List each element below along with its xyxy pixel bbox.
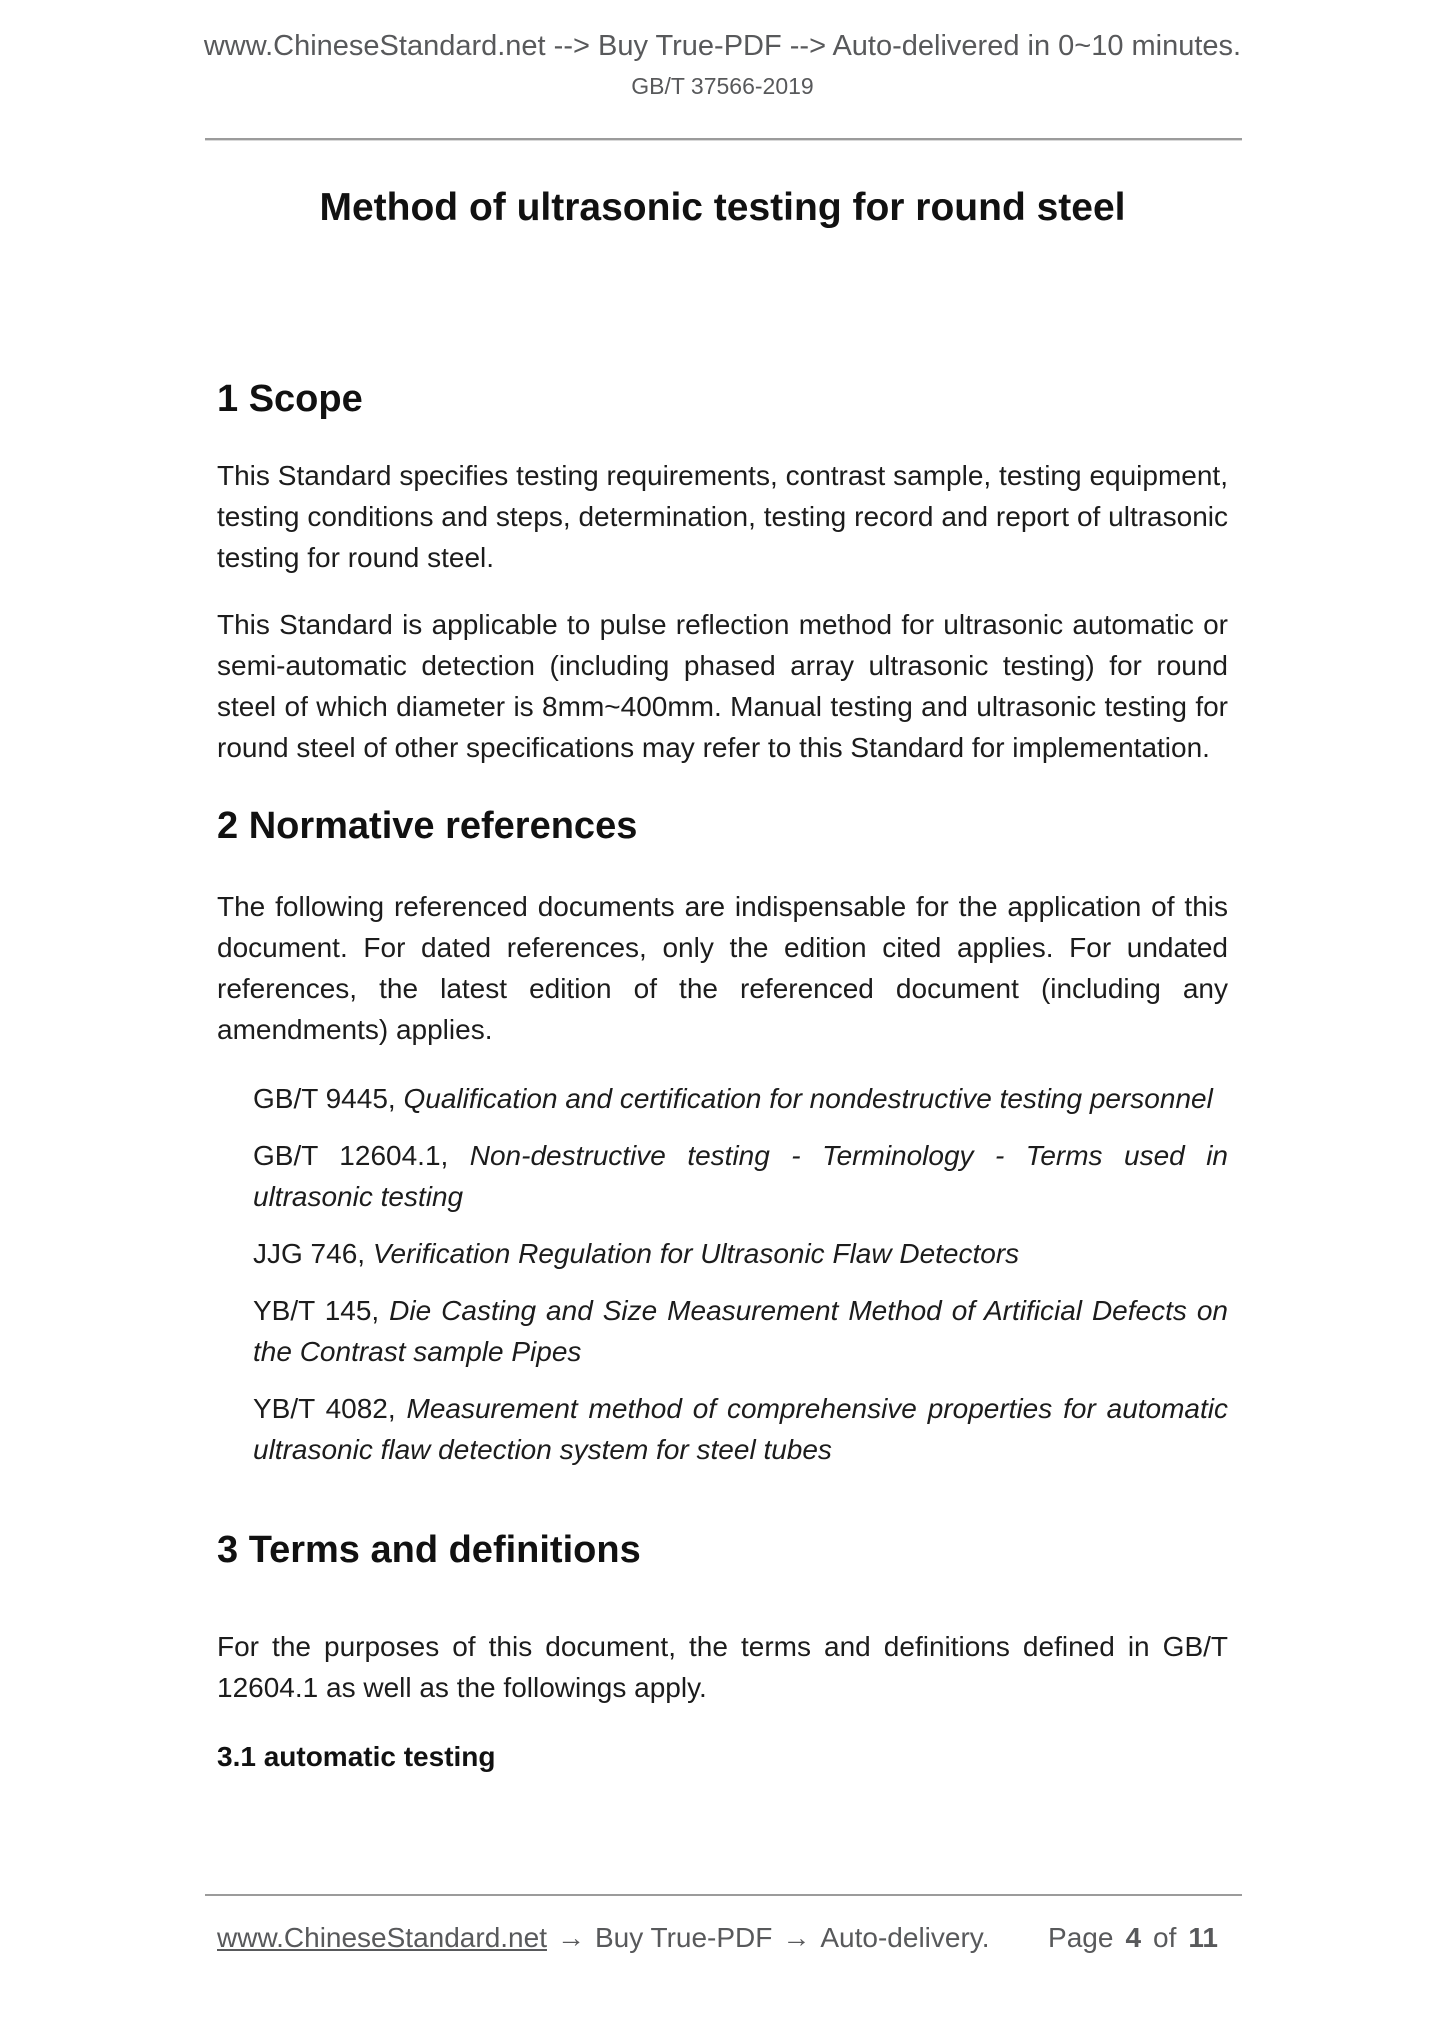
page-current-number: 4 (1125, 1922, 1142, 1953)
subsection-heading-3-1: 3.1 automatic testing (217, 1741, 496, 1772)
footer-branding (217, 1922, 989, 1954)
reference-code: YB/T 4082, (253, 1393, 396, 1424)
page-total-number: 11 (1188, 1922, 1218, 1953)
reference-code: GB/T 9445, (253, 1083, 396, 1114)
section-heading-normative: 2 Normative references (217, 805, 638, 847)
reference-title: Qualification and certification for nondestructive testing personnel (403, 1083, 1213, 1114)
footer-site-link[interactable]: www.ChineseStandard.net (217, 1922, 547, 1953)
page-header (0, 0, 1445, 100)
arrow-icon: → (556, 1922, 585, 1953)
terms-intro-paragraph: For the purposes of this document, the terms and definitions defined in GB/T 12604.1 as well as the followings apply. (217, 1631, 1228, 1703)
footer-buy-text: Buy True-PDF (594, 1922, 773, 1953)
normative-intro-paragraph: The following referenced documents are indispensable for the application of this document. For dated references, only the edition cited applies. For undated references, the latest edition of the referenced document (including any amendments) applies. (217, 891, 1228, 1045)
section-heading-terms: 3 Terms and definitions (217, 1529, 641, 1571)
section-heading-scope: 1 Scope (217, 378, 363, 420)
document-title: Method of ultrasonic testing for round steel (319, 186, 1126, 229)
reference-code: YB/T 145, (253, 1295, 380, 1326)
page-of-word: of (1153, 1922, 1177, 1953)
page-footer (205, 1894, 1242, 1954)
reference-item (217, 1078, 1228, 1119)
scope-paragraph-1: This Standard specifies testing requirements, contrast sample, testing equipment, testing conditions and steps, determination, testing record and report of ultrasonic testing for round steel. (217, 460, 1228, 573)
header-divider (205, 138, 1242, 141)
reference-title: Die Casting and Size Measurement Method of Artificial Defects on the Contrast sample Pipes (253, 1295, 1228, 1367)
reference-item (217, 1388, 1228, 1470)
page-word: Page (1048, 1922, 1114, 1953)
reference-item (217, 1233, 1228, 1274)
reference-code: GB/T 12604.1, (253, 1140, 449, 1171)
document-content (217, 185, 1228, 1777)
reference-title: Verification Regulation for Ultrasonic Flaw Detectors (372, 1238, 1020, 1269)
header-doc-code: GB/T 37566-2019 (631, 73, 814, 99)
arrow-icon: → (782, 1922, 811, 1953)
scope-paragraph-2: This Standard is applicable to pulse reflection method for ultrasonic automatic or semi-automatic detection (including phased array ultrasonic testing) for round steel of which diameter is 8mm~400mm. Manual testing and ultrasonic testing for round steel of other specifications may refer to this Standard for implementation. (217, 609, 1228, 763)
reference-title: Non-destructive testing - Terminology - Terms used in ultrasonic testing (253, 1140, 1228, 1212)
reference-item (217, 1290, 1228, 1372)
reference-title: Measurement method of comprehensive properties for automatic ultrasonic flaw detection system for steel tubes (253, 1393, 1229, 1465)
page-indicator (1048, 1922, 1218, 1954)
header-banner: www.ChineseStandard.net --> Buy True-PDF --> Auto-delivered in 0~10 minutes. (203, 30, 1242, 62)
footer-delivery-text: Auto-delivery. (820, 1922, 990, 1953)
reference-item (217, 1135, 1228, 1217)
reference-code: JJG 746, (253, 1238, 366, 1269)
